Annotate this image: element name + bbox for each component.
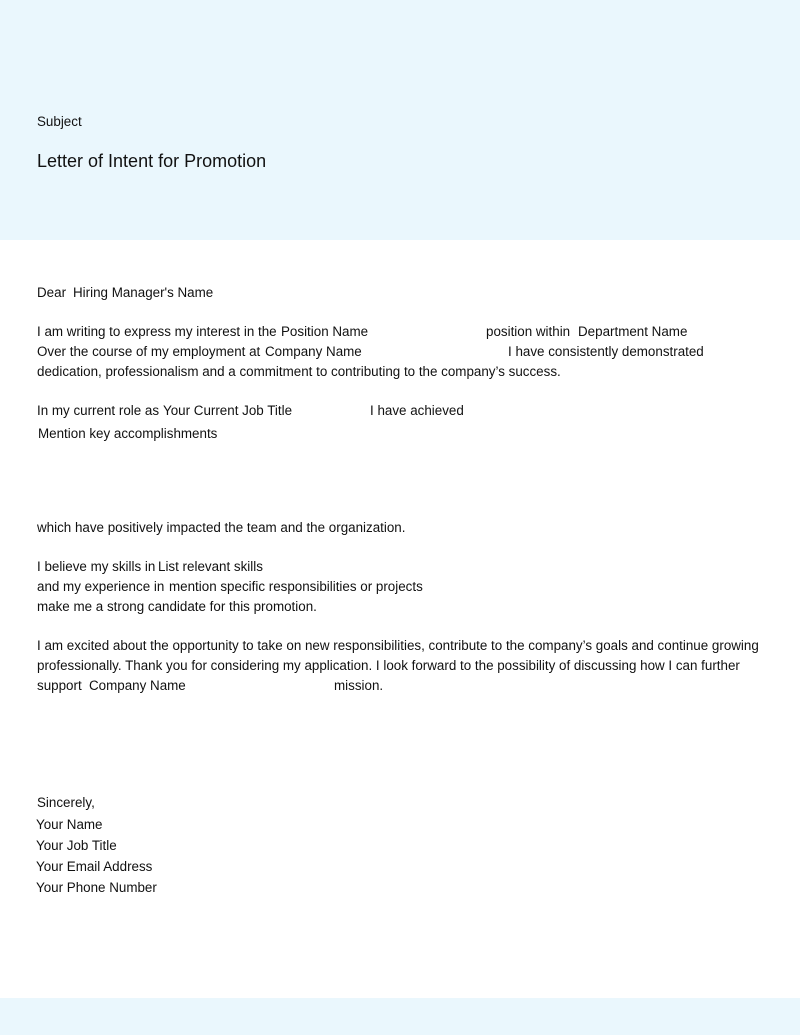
p3-text-c: make me a strong candidate for this promotion. <box>37 599 317 614</box>
recipient-name-field[interactable]: Hiring Manager's Name <box>73 285 214 300</box>
sign-off: Sincerely, <box>37 795 95 810</box>
p1-text-d: I have consistently demonstrated <box>508 344 704 359</box>
your-phone-field[interactable]: Your Phone Number <box>36 880 157 895</box>
greeting-text: Dear <box>37 285 67 300</box>
company-name-field[interactable]: Company Name <box>265 344 362 359</box>
responsibilities-projects-field[interactable]: mention specific responsibilities or projects <box>169 579 423 594</box>
your-email-field[interactable]: Your Email Address <box>36 859 153 874</box>
header-band <box>0 0 800 240</box>
p4-line-2: professionally. Thank you for considering my application. I look forward to the possibility of discussing how I can further <box>37 658 740 673</box>
current-job-title-field[interactable]: Your Current Job Title <box>163 403 293 418</box>
your-name-field[interactable]: Your Name <box>36 817 103 832</box>
page-title: Letter of Intent for Promotion <box>37 151 267 171</box>
department-name-field[interactable]: Department Name <box>578 324 688 339</box>
position-name-field[interactable]: Position Name <box>281 324 369 339</box>
your-job-title-field[interactable]: Your Job Title <box>36 838 117 853</box>
footer-band <box>0 998 800 1035</box>
p3-text-b: and my experience in <box>37 579 165 594</box>
subject-label: Subject <box>37 114 82 129</box>
company-name-field-2[interactable]: Company Name <box>89 678 186 693</box>
p4-text-b: mission. <box>334 678 384 693</box>
relevant-skills-field[interactable]: List relevant skills <box>158 559 263 574</box>
key-accomplishments-field[interactable]: Mention key accomplishments <box>38 426 218 441</box>
p1-text-b: position within <box>486 324 571 339</box>
p3-text-a: I believe my skills in <box>37 559 156 574</box>
p1-text-e: dedication, professionalism and a commitment to contributing to the company’s success. <box>37 364 561 379</box>
p2-text-c: which have positively impacted the team and the organization. <box>37 520 406 535</box>
p4-line-1: I am excited about the opportunity to take on new responsibilities, contribute to the company’s goals and continue growing <box>37 638 759 653</box>
p2-text-a: In my current role as <box>37 403 160 418</box>
p1-text-a: I am writing to express my interest in the <box>37 324 277 339</box>
p1-text-c: Over the course of my employment at <box>37 344 261 359</box>
p2-text-b: I have achieved <box>370 403 464 418</box>
p4-text-a: support <box>37 678 82 693</box>
